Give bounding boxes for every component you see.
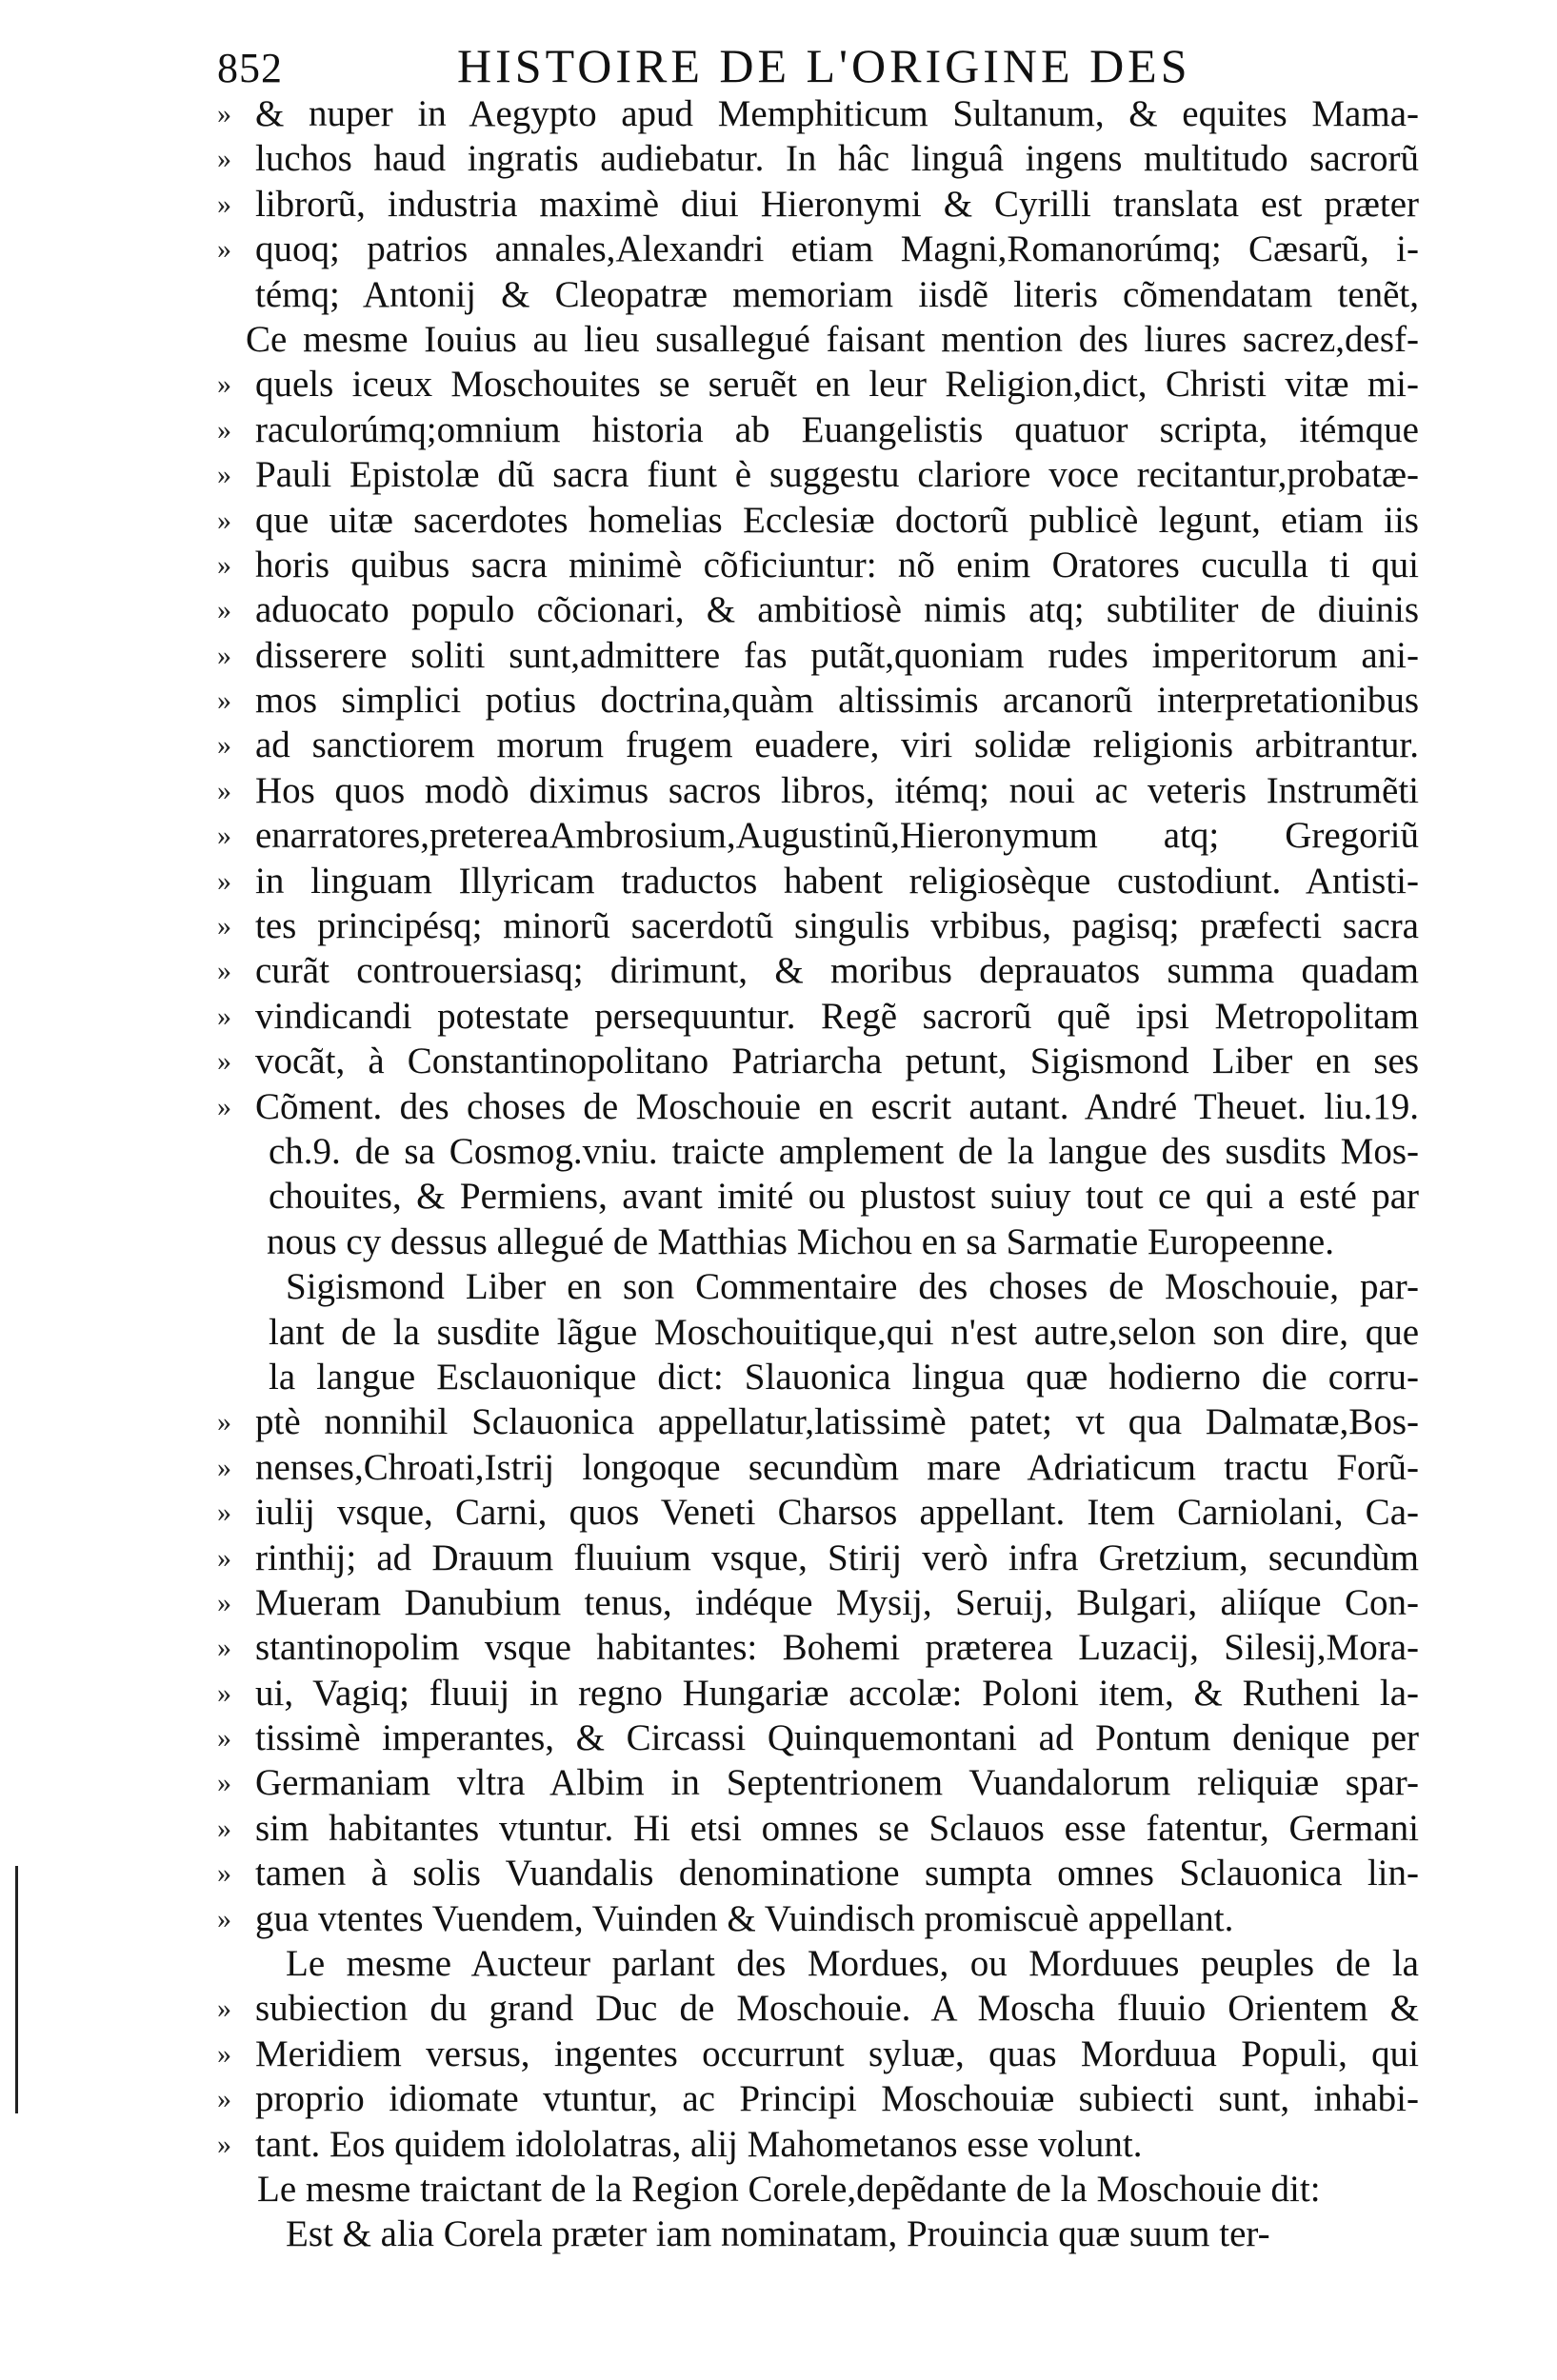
line-text: tant. Eos quidem idololatras, alij Mahometanos esse volunt. (255, 2123, 1143, 2165)
quote-marker: » (217, 2128, 231, 2160)
quote-marker: » (217, 1090, 231, 1122)
line-text: curãt controuersiasq; dirimunt, & moribus deprauatos summa quadam (255, 950, 1419, 992)
line-text: tes principésq; minorũ sacerdotũ singulis vrbibus, pagisq; præfecti sacra (255, 905, 1419, 947)
line-text: Sigismond Liber en son Commentaire des choses de Moschouie, par- (286, 1266, 1419, 1308)
quote-marker: » (217, 774, 231, 806)
line-text: quels iceux Moschouites se seruẽt en leur Religion,dict, Christi vitæ mi- (255, 364, 1419, 406)
quote-marker: » (217, 820, 231, 852)
quote-marker: » (217, 1722, 231, 1755)
page-header (217, 38, 1312, 95)
line-text: enarratores,pretereaAmbrosium,Augustinũ,Hieronymum atq; Gregoriũ (255, 815, 1419, 857)
text-line (0, 1580, 1557, 1625)
text-line (0, 1986, 1557, 2031)
quote-marker: » (217, 864, 231, 897)
line-text: Le mesme traictant de la Region Corele,depẽdante de la Moschouie dit: (257, 2168, 1321, 2210)
text-line (0, 1536, 1557, 1580)
quote-marker: » (217, 594, 231, 626)
quote-marker: » (217, 1586, 231, 1618)
quote-marker: » (217, 548, 231, 581)
text-line (0, 768, 1557, 813)
text-line (0, 2167, 1557, 2211)
quote-marker: » (217, 1812, 231, 1844)
line-text: gua vtentes Vuendem, Vuinden & Vuindisch promiscuè appellant. (255, 1897, 1234, 1939)
line-text: subiection du grand Duc de Moschouie. A Moscha fluuio Orientem & (255, 1988, 1419, 2030)
page-number: 852 (217, 45, 283, 91)
text-line (0, 1039, 1557, 1083)
text-line (0, 452, 1557, 497)
line-text: in linguam Illyricam traductos habent religiosèque custodiunt. Antisti- (255, 860, 1419, 902)
line-text: mos simplici potius doctrina,quàm altissimis arcanorũ interpretationibus (255, 680, 1419, 722)
quote-marker: » (217, 1857, 231, 1890)
text-line (0, 1174, 1557, 1219)
line-text: quoq; patrios annales,Alexandri etiam Magni,Romanorúmq; Cæsarũ, i- (255, 228, 1419, 270)
line-text: ad sanctiorem morum frugem euadere, viri solidæ religionis arbitrantur. (255, 724, 1419, 766)
text-line (0, 723, 1557, 767)
line-text: vindicandi potestate persequuntur. Regẽ sacrorũ quẽ ipsi Metropolitam (255, 995, 1419, 1037)
line-text: proprio idiomate vtuntur, ac Principi Moschouiæ subiecti sunt, inhabi- (255, 2078, 1419, 2120)
text-line (0, 1129, 1557, 1174)
text-line (0, 1220, 1557, 1264)
text-line (0, 2076, 1557, 2121)
text-line (0, 1896, 1557, 1941)
text-line (0, 903, 1557, 948)
quote-marker: » (217, 1993, 231, 2025)
quote-marker: » (217, 639, 231, 671)
text-line (0, 1941, 1557, 1986)
line-text: tissimè imperantes, & Circassi Quinquemontani ad Pontum denique per (255, 1717, 1419, 1759)
text-line (0, 1760, 1557, 1805)
text-line (0, 859, 1557, 903)
quote-marker: » (217, 729, 231, 762)
text-line (0, 2211, 1557, 2256)
text-line (0, 1264, 1557, 1309)
text-line (0, 498, 1557, 543)
line-text: luchos haud ingratis audiebatur. In hâc linguâ ingens multitudo sacrorũ (255, 138, 1419, 180)
quote-marker: » (217, 955, 231, 987)
text-line (0, 2032, 1557, 2076)
text-line (0, 182, 1557, 227)
line-text: Mueram Danubium tenus, indéque Mysij, Seruij, Bulgari, aliíque Con- (255, 1581, 1419, 1623)
line-text: ch.9. de sa Cosmog.vniu. traicte amplement de la langue des susdits Mos- (269, 1130, 1419, 1172)
quote-marker: » (217, 98, 231, 129)
text-line (0, 1851, 1557, 1895)
text-line (0, 948, 1557, 993)
line-text: tamen à solis Vuandalis denominatione sumpta omnes Sclauonica lin- (255, 1853, 1419, 1894)
quote-marker: » (217, 1000, 231, 1032)
text-line (0, 1716, 1557, 1760)
quote-marker: » (217, 504, 231, 536)
quote-marker: » (217, 2083, 231, 2115)
line-text: rinthij; ad Drauum fluuium vsque, Stirij verò infra Gretzium, secundùm (255, 1537, 1419, 1578)
line-text: horis quibus sacra minimè cõficiuntur: nõ enim Oratores cuculla ti qui (255, 544, 1419, 585)
text-line (0, 227, 1557, 271)
quote-marker: » (217, 1497, 231, 1529)
text-line (0, 813, 1557, 858)
text-line (0, 1671, 1557, 1716)
quote-marker: » (217, 1451, 231, 1483)
line-text: Le mesme Aucteur parlant des Mordues, ou Morduues peuples de la (286, 1943, 1419, 1985)
line-text: Pauli Epistolæ dũ sacra fiunt è suggestu clariore voce recitantur,probatæ- (255, 454, 1419, 496)
quote-marker: » (217, 233, 231, 266)
line-text: stantinopolim vsque habitantes: Bohemi præterea Luzacij, Silesij,Mora- (255, 1627, 1419, 1669)
quote-marker: » (217, 459, 231, 491)
line-text: Est & alia Corela præter iam nominatam, Prouincia quæ suum ter- (286, 2213, 1270, 2255)
quote-marker: » (217, 368, 231, 401)
quote-marker: » (217, 413, 231, 446)
line-text: lant de la susdite lãgue Moschouitique,qui n'est autre,selon son dire, que (269, 1311, 1419, 1353)
text-line (0, 1806, 1557, 1851)
text-line (0, 994, 1557, 1039)
text-line (0, 678, 1557, 723)
quote-marker: » (217, 1541, 231, 1574)
line-text: ptè nonnihil Sclauonica appellatur,latissimè patet; vt qua Dalmatæ,Bos- (255, 1401, 1419, 1443)
text-line (0, 587, 1557, 632)
text-line (0, 543, 1557, 587)
text-line (0, 2122, 1557, 2167)
line-text: iulij vsque, Carni, quos Veneti Charsos appellant. Item Carniolani, Ca- (255, 1492, 1419, 1534)
line-text: Hos quos modò diximus sacros libros, itémq; noui ac veteris Instrumẽti (255, 769, 1419, 811)
line-text: Ce mesme Iouius au lieu susallegué faisant mention des liures sacrez,desf- (246, 318, 1419, 360)
text-line (0, 136, 1557, 181)
text-line (0, 1399, 1557, 1444)
line-text: la langue Esclauonique dict: Slauonica lingua quæ hodierno die corru- (269, 1356, 1419, 1398)
quote-marker: » (217, 1406, 231, 1438)
line-text: Cõment. des choses de Moschouie en escrit autant. André Theuet. liu.19. (255, 1085, 1419, 1127)
text-line (0, 1310, 1557, 1355)
quote-marker: » (217, 143, 231, 175)
line-text: Germaniam vltra Albim in Septentrionem Vuandalorum reliquiæ spar- (255, 1762, 1419, 1804)
line-text: ui, Vagiq; fluuij in regno Hungariæ accolæ: Poloni item, & Rutheni la- (255, 1672, 1419, 1714)
quote-marker: » (217, 1045, 231, 1078)
line-text: aduocato populo cõcionari, & ambitiosè nimis atq; subtiliter de diuinis (255, 589, 1419, 631)
line-text: vocãt, à Constantinopolitano Patriarcha petunt, Sigismond Liber en ses (255, 1041, 1419, 1082)
text-line (0, 1355, 1557, 1399)
text-line (0, 1490, 1557, 1535)
scan-edge-mark (15, 1866, 18, 2113)
quote-marker: » (217, 1902, 231, 1934)
line-text: disserere soliti sunt,admittere fas putãt,quoniam rudes imperitorum ani- (255, 634, 1419, 676)
text-line (0, 633, 1557, 678)
quote-marker: » (217, 1676, 231, 1709)
text-line (0, 91, 1557, 136)
line-text: témq; Antonij & Cleopatræ memoriam iisdẽ literis cõmendatam tenẽt, (255, 273, 1419, 315)
text-body (0, 91, 1557, 2257)
running-title: HISTOIRE DE L'ORIGINE DES (457, 39, 1191, 92)
line-text: que uitæ sacerdotes homelias Ecclesiæ doctorũ publicè legunt, etiam iis (255, 499, 1419, 541)
quote-marker: » (217, 1632, 231, 1664)
text-line (0, 1084, 1557, 1129)
quote-marker: » (217, 188, 231, 220)
line-text: & nuper in Aegypto apud Memphiticum Sultanum, & equites Mama- (255, 93, 1419, 134)
quote-marker: » (217, 1767, 231, 1799)
line-text: raculorúmq;omnium historia ab Euangelistis quatuor scripta, itémque (255, 408, 1419, 450)
text-line (0, 1445, 1557, 1490)
line-text: librorũ, industria maximè diui Hieronymi & Cyrilli translata est præter (255, 183, 1419, 225)
text-line (0, 272, 1557, 317)
line-text: Meridiem versus, ingentes occurrunt syluæ, quas Morduua Populi, qui (255, 2033, 1419, 2074)
text-line (0, 362, 1557, 407)
text-line (0, 1625, 1557, 1670)
quote-marker: » (217, 684, 231, 717)
text-line (0, 317, 1557, 362)
quote-marker: » (217, 910, 231, 942)
line-text: nenses,Chroati,Istrij longoque secundùm mare Adriaticum tractu Forũ- (255, 1446, 1419, 1488)
quote-marker: » (217, 2037, 231, 2070)
line-text: nous cy dessus allegué de Matthias Michou en sa Sarmatie Europeenne. (267, 1220, 1334, 1262)
line-text: chouites, & Permiens, avant imité ou plustost suiuy tout ce qui a esté par (269, 1176, 1419, 1218)
line-text: sim habitantes vtuntur. Hi etsi omnes se Sclauos esse fatentur, Germani (255, 1807, 1419, 1849)
text-line (0, 407, 1557, 452)
